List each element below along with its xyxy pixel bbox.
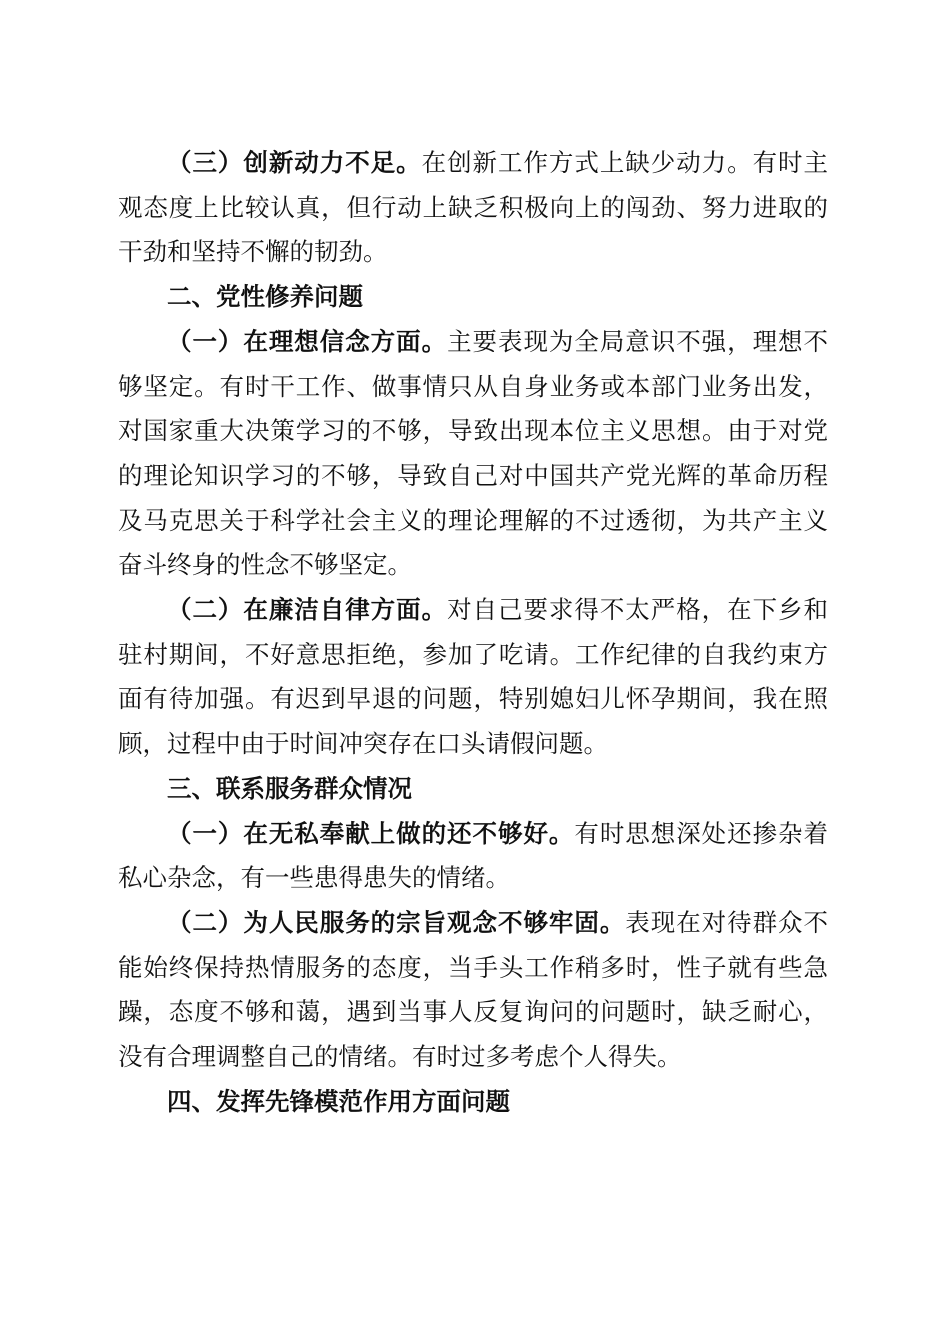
paragraph-ideals-beliefs xyxy=(118,320,828,588)
section-heading-vanguard-role: 四、发挥先锋模范作用方面问题 xyxy=(167,1086,510,1116)
section-heading-party-spirit: 二、党性修养问题 xyxy=(167,282,363,312)
paragraph-service-purpose xyxy=(118,901,828,1080)
paragraph-lead: （二）在廉洁自律方面。 xyxy=(167,595,448,625)
section-heading-serving-masses: 三、联系服务群众情况 xyxy=(167,773,412,803)
paragraph-integrity-discipline xyxy=(118,588,828,767)
paragraph-text: 表现在对待群众不能始终保持热情服务的态度，当手头工作稍多时，性子就有些急躁，态度不够和蔼，遇到当事人反复询问的问题时，缺乏耐心，没有合理调整自己的情绪。有时过多考虑个人得失。 xyxy=(118,907,829,1072)
paragraph-innovation-motivation xyxy=(118,141,828,275)
paragraph-lead: （一）在理想信念方面。 xyxy=(167,326,448,356)
paragraph-lead: （二）为人民服务的宗旨观念不够牢固。 xyxy=(167,907,626,937)
paragraph-text: 有时思想深处还掺杂着私心杂念，有一些患得患失的情绪。 xyxy=(118,818,828,893)
paragraph-lead: （三）创新动力不足。 xyxy=(167,148,422,177)
paragraph-lead: （一）在无私奉献上做的还不够好。 xyxy=(167,818,575,848)
document-body xyxy=(118,141,828,1124)
paragraph-text: 在创新工作方式上缺少动力。有时主观态度上比较认真，但行动上缺乏积极向上的闯劲、努力进取的干劲和坚持不懈的韧劲。 xyxy=(118,148,829,267)
paragraph-text: 对自己要求得不太严格，在下乡和驻村期间，不好意思拒绝，参加了吃请。工作纪律的自我约束方面有待加强。有迟到早退的问题，特别媳妇儿怀孕期间，我在照顾，过程中由于时间冲突存在口头请假问题。 xyxy=(118,595,829,759)
paragraph-text: 主要表现为全局意识不强，理想不够坚定。有时干工作、做事情只从自身业务或本部门业务出发，对国家重大决策学习的不够，导致出现本位主义思想。由于对党的理论知识学习的不够，导致自己对中国共产党光辉的革命历程及马克思关于科学社会主义的理论理解的不过透彻，为共产主义奋斗终身的性念不够坚定。 xyxy=(118,326,829,580)
paragraph-selfless-dedication xyxy=(118,812,828,901)
